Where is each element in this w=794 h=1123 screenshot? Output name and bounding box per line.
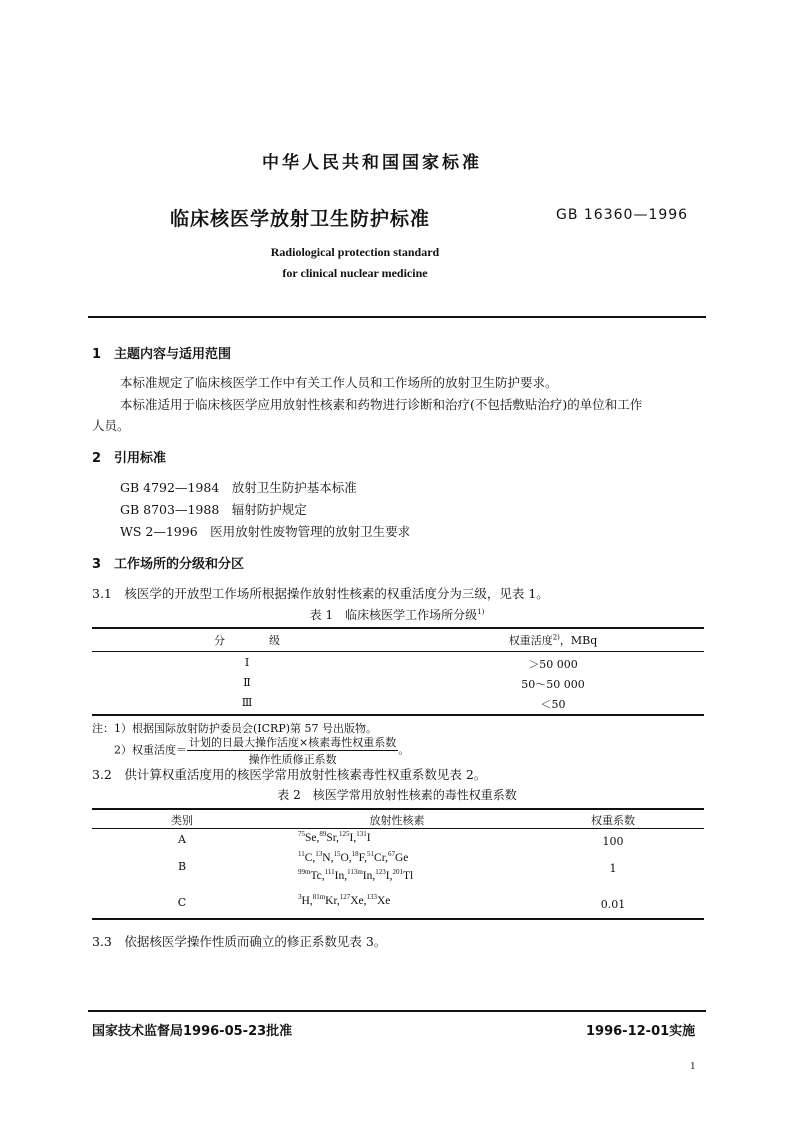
reference-item: GB 4792—1984 放射卫生防护基本标准 (120, 480, 357, 495)
table-1-header-rule (92, 651, 704, 652)
header-divider (88, 316, 706, 318)
table-2-header-weight: 权重系数 (591, 814, 635, 827)
table-1-note-2: 2）权重活度＝ $\frac{\text{计划的日最大操作活度×核素毒性权重系数}}{\text{操作性质修正系数}}$ 。 (114, 736, 410, 766)
table-2-nuclides-a: $^{75}$Se,$^{89}$Sr,$^{125}$I,$^{131}$I (298, 830, 371, 844)
section-1-paragraph-1: 本标准规定了临床核医学工作中有关工作人员和工作场所的放射卫生防护要求。 (120, 375, 558, 390)
table-row-grade: Ⅱ (243, 676, 251, 689)
page-number: 1 (690, 1060, 696, 1072)
table-2-header-rule (92, 828, 704, 829)
table-2-bottom-rule (92, 918, 704, 920)
table-row-grade: Ⅲ (241, 696, 253, 709)
footer-divider (88, 1010, 706, 1012)
table-2-weight-b: 1 (609, 862, 617, 875)
section-2-heading: 2 引用标准 (92, 451, 167, 466)
standard-code: GB 16360—1996 (556, 207, 689, 223)
table-1-header-grade: 分 级 (214, 634, 280, 647)
table-2-nuclides-b2: $^{99m}$Tc,$^{111}$In,$^{113m}$In,$^{123}$I,$^{201}$Tl (298, 868, 414, 882)
table-2-header-category: 类别 (171, 814, 193, 827)
table-row-value: ＞50 000 (528, 658, 578, 671)
section-1-paragraph-2: 本标准适用于临床核医学应用放射性核素和药物进行诊断和治疗(不包括敷贴治疗)的单位和工作 (120, 397, 643, 412)
section-3-heading: 3 工作场所的分级和分区 (92, 557, 245, 572)
table-2-category-c: C (177, 896, 187, 909)
table-2-category-b: B (177, 860, 187, 873)
clause-3-2: 3.2 供计算权重活度用的核医学常用放射性核素毒性权重系数见表 2。 (92, 767, 487, 782)
approval-date: 国家技术监督局1996-05-23批准 (92, 1024, 293, 1039)
implementation-date: 1996-12-01实施 (586, 1024, 696, 1039)
table-2-nuclides-c: $^3$H,$^{81m}$Kr,$^{127}$Xe,$^{133}$Xe (298, 893, 391, 907)
table-2-weight-a: 100 (602, 835, 624, 848)
table-row-value: ＜50 (540, 698, 566, 711)
table-row-value: 50～50 000 (521, 678, 585, 691)
table-1-header-activity: 权重活度$^{2)}$，MBq (508, 633, 598, 647)
table-2-category-a: A (178, 833, 186, 846)
table-2-nuclides-b1: $^{11}$C,$^{13}$N,$^{15}$O,$^{18}$F,$^{51}$Cr,$^{67}$Ge (298, 850, 409, 864)
document-title-en-line2: for clinical nuclear medicine (282, 266, 428, 280)
clause-3-1: 3.1 核医学的开放型工作场所根据操作放射性核素的权重活度分为三级，见表 1。 (92, 586, 549, 601)
national-standard-label: 中华人民共和国国家标准 (262, 153, 482, 173)
reference-item: WS 2—1996 医用放射性废物管理的放射卫生要求 (120, 524, 411, 539)
reference-item: GB 8703—1988 辐射防护规定 (120, 502, 307, 517)
table-1-note-1: 注：1）根据国际放射防护委员会(ICRP)第 57 号出版物。 (92, 722, 378, 735)
table-2-top-rule (92, 808, 704, 810)
table-1-bottom-rule (92, 714, 704, 716)
table-row-grade: Ⅰ (244, 656, 250, 669)
table-1-caption: 表 1 临床核医学工作场所分级$^{1)}$ (309, 608, 485, 622)
table-1-top-rule (92, 627, 704, 629)
table-2-header-nuclide: 放射性核素 (369, 814, 425, 827)
table-2-caption: 表 2 核医学常用放射性核素的毒性权重系数 (277, 788, 517, 802)
table-2-weight-c: 0.01 (600, 898, 626, 911)
section-1-paragraph-2-cont: 人员。 (92, 418, 130, 433)
document-title-cn: 临床核医学放射卫生防护标准 (170, 208, 431, 230)
section-1-heading: 1 主题内容与适用范围 (92, 347, 232, 362)
document-title-en-line1: Radiological protection standard (270, 245, 440, 259)
clause-3-3: 3.3 依据核医学操作性质而确立的修正系数见表 3。 (92, 934, 387, 949)
